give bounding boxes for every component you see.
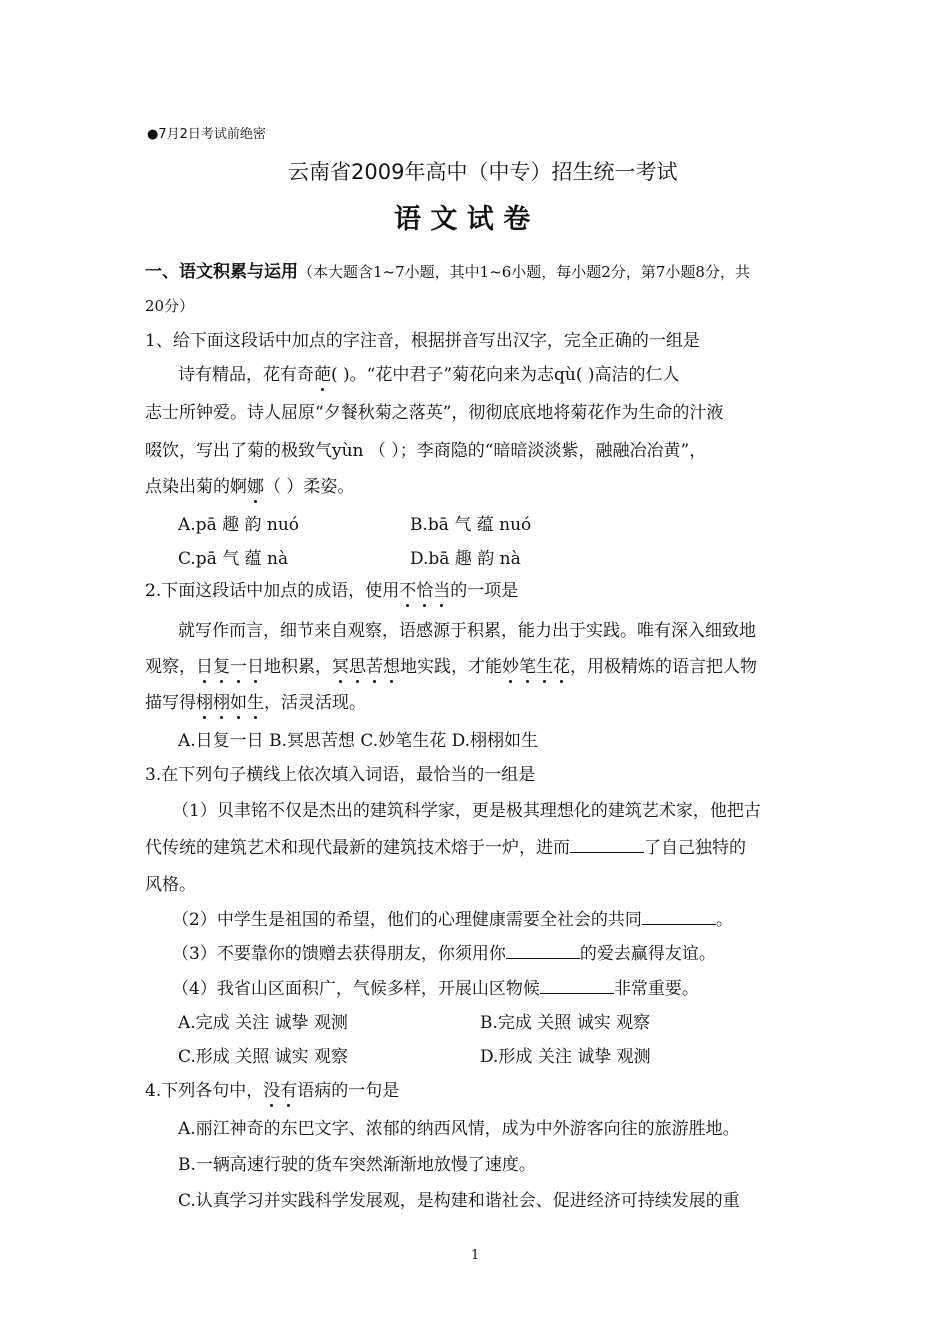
q2-text: 描写得	[145, 693, 196, 713]
q4-option-c: C.认真学习并实践科学发展观，是构建和谐社会、促进经济可持续发展的重	[178, 1191, 740, 1211]
q1-option-a: A.pā 趣 韵 nuó	[178, 515, 300, 535]
q2-text: ，活灵活现。	[264, 693, 366, 713]
q1-option-b: B.bā 气 蕴 nuó	[410, 515, 532, 535]
q4-dotted-char: 有	[280, 1081, 298, 1101]
q1-passage-line: 啜饮，写出了菊的极致气yùn （ ）；李商隐的“暗暗淡淡紫，融融冶冶黄”，	[145, 441, 707, 461]
q2-dotted-char: 当	[433, 581, 451, 601]
q1-text: ( )。“花中君子”菊花向来为志qù( )高洁的仁人	[331, 365, 680, 385]
q2-passage-line	[145, 692, 366, 714]
q1-passage-line	[145, 476, 354, 498]
confidential-notice: ●7月2日考试前绝密	[147, 127, 266, 142]
q4-option-b: B.一辆高速行驶的货车突然渐渐地放慢了速度。	[178, 1155, 536, 1175]
q3-blank-4	[540, 977, 614, 994]
q3-option-c: C.形成 关照 诚实 观察	[178, 1047, 349, 1067]
q2-dotted-char: 不	[399, 581, 417, 601]
q1-dotted-char: 娜	[247, 477, 264, 497]
q3-option-a: A.完成 关注 诚挚 观测	[178, 1013, 348, 1033]
q2-dotted-char: 栩	[196, 693, 213, 713]
q1-passage-line	[178, 364, 680, 386]
q4-option-a: A.丽江神奇的东巴文字、浓郁的纳西风情，成为中外游客向往的旅游胜地。	[178, 1119, 740, 1139]
q3-text: （2）中学生是祖国的希望，他们的心理健康需要全社会的共同	[172, 910, 642, 930]
q1-option-c: C.pā 气 蕴 nà	[178, 549, 289, 569]
q3-text: 的爱去赢得友谊。	[579, 944, 716, 964]
q2-dotted-char: 生	[536, 657, 553, 677]
page-number: 1	[471, 1248, 480, 1263]
q3-text: 非常重要。	[613, 979, 699, 999]
q3-text: 代传统的建筑艺术和现代最新的建筑技术熔于一炉，进而	[145, 838, 570, 858]
q2-dotted-char: 生	[247, 693, 264, 713]
q1-text: （ ）柔姿。	[264, 477, 355, 497]
q1-passage-line: 志士所钟爱。诗人屈原“夕餐秋菊之落英”，彻彻底底地将菊花作为生命的汁液	[145, 403, 724, 423]
q3-blank-1	[570, 836, 644, 853]
q2-dotted-char: 苦	[366, 657, 383, 677]
q3-text: 。	[715, 910, 733, 930]
q2-dotted-char: 日	[196, 657, 213, 677]
q2-text: 地积累，	[264, 657, 332, 677]
q1-stem: 1、给下面这段话中加点的字注音，根据拼音写出汉字，完全正确的一组是	[145, 331, 700, 351]
q2-dotted-char: 复	[213, 657, 230, 677]
q3-sentence-4	[172, 977, 699, 1000]
q4-text: 语病的一句是	[297, 1081, 400, 1101]
q3-sentence-1-cont: 风格。	[145, 875, 196, 895]
q2-text: 地实践，才能	[400, 657, 502, 677]
q2-dotted-char: 如	[230, 693, 247, 713]
q2-stem	[145, 580, 518, 602]
q3-stem: 3.在下列句子横线上依次填入词语，最恰当的一组是	[145, 765, 536, 785]
q2-dotted-char: 妙	[502, 657, 519, 677]
q1-dotted-char: 葩	[314, 365, 331, 385]
q1-text: 诗有精品，花有奇	[178, 365, 314, 385]
q2-dotted-char: 恰	[416, 581, 434, 601]
q2-text: ，用极精炼的语言把人物	[570, 657, 757, 677]
q3-sentence-1: （1）贝聿铭不仅是杰出的建筑科学家，更是极其理想化的建筑艺术家，他把古	[172, 801, 761, 821]
q4-text: 4.下列各句中，	[145, 1081, 264, 1101]
q2-dotted-char: 一	[230, 657, 247, 677]
q2-dotted-char: 想	[383, 657, 400, 677]
q3-option-b: B.完成 关照 诚实 观察	[480, 1013, 651, 1033]
q4-dotted-char: 没	[263, 1081, 281, 1101]
q3-blank-3	[506, 942, 580, 959]
section-desc-cont: 20分）	[145, 297, 195, 315]
q2-dotted-char: 栩	[213, 693, 230, 713]
q3-text: （3）不要靠你的馈赠去获得朋友，你须用你	[172, 944, 506, 964]
q2-dotted-char: 笔	[519, 657, 536, 677]
section-desc: （本大题含1~7小题，其中1~6小题，每小题2分，第7小题8分，共	[298, 263, 750, 281]
q3-blank-2	[642, 908, 716, 925]
section-title: 一、语文积累与运用	[145, 262, 298, 282]
q4-stem	[145, 1080, 399, 1102]
q3-text: 了自己独特的	[644, 838, 746, 858]
paper-title: 语 文 试 卷	[394, 204, 531, 235]
exam-title: 云南省2009年高中（中专）招生统一考试	[288, 160, 678, 184]
q1-text: 点染出菊的婀	[145, 477, 247, 497]
q2-passage-line	[145, 656, 757, 678]
q2-dotted-char: 冥	[332, 657, 349, 677]
q2-text: 的一项是	[450, 581, 519, 601]
q3-option-d: D.形成 关注 诚挚 观测	[480, 1047, 651, 1067]
q2-text: 2.下面这段话中加点的成语，使用	[145, 581, 400, 601]
q3-sentence-1-cont	[145, 836, 746, 859]
q2-options: A.日复一日 B.冥思苦想 C.妙笔生花 D.栩栩如生	[178, 731, 539, 751]
q2-dotted-char: 日	[247, 657, 264, 677]
q3-sentence-2	[172, 908, 733, 931]
q3-text: （4）我省山区面积广，气候多样，开展山区物候	[172, 979, 540, 999]
q3-sentence-3	[172, 942, 716, 965]
q2-dotted-char: 花	[553, 657, 570, 677]
q2-passage-line: 就写作而言，细节来自观察，语感源于积累，能力出于实践。唯有深入细致地	[178, 621, 756, 641]
q2-dotted-char: 思	[349, 657, 366, 677]
q1-option-d: D.bā 趣 韵 nà	[410, 549, 521, 569]
q2-text: 观察，	[145, 657, 196, 677]
section-heading	[145, 261, 750, 283]
